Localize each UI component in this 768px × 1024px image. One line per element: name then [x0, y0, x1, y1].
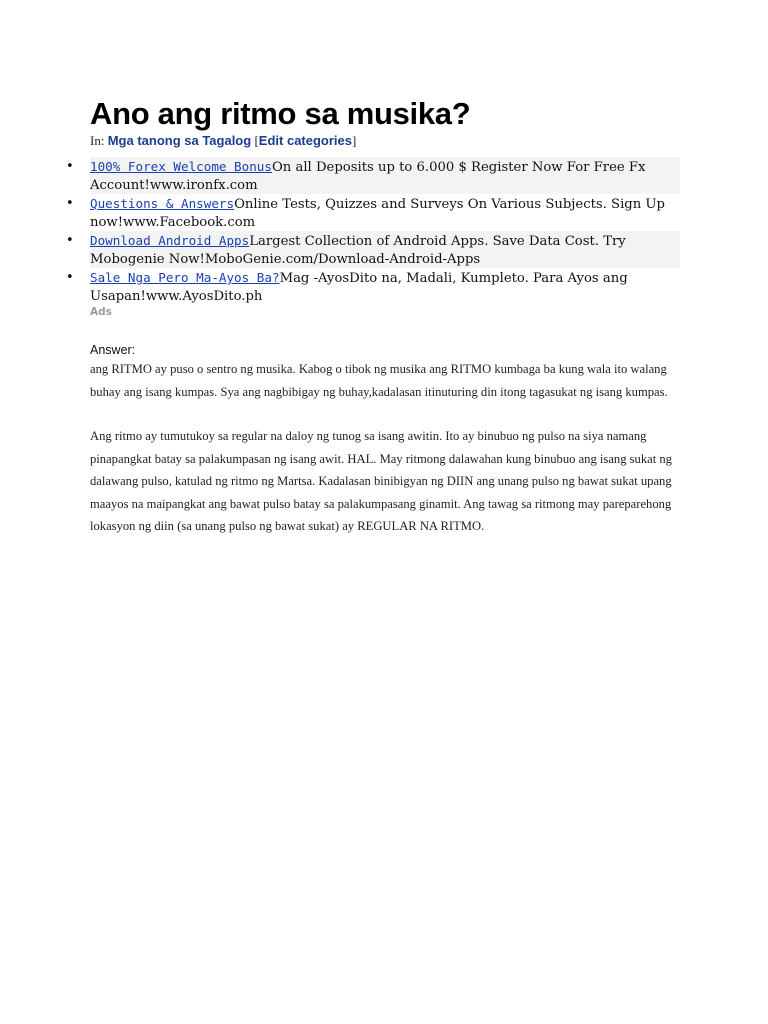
ad-link[interactable]: Questions & Answers	[90, 196, 235, 211]
ads-label: Ads	[90, 306, 112, 318]
answer-label: Answer:	[90, 343, 136, 357]
ad-text: On all Deposits up to 6.000 $ Register Now For Free Fx Account!www.ironfx.com	[90, 160, 646, 193]
ad-text: Online Tests, Quizzes and Surveys On Various Subjects. Sign Up now!www.Facebook.com	[90, 197, 665, 230]
bracket-close: ]	[352, 133, 357, 148]
question-page	[66, 96, 680, 538]
edit-categories-link[interactable]: Edit categories	[258, 133, 352, 148]
ad-link[interactable]: Sale Nga Pero Ma-Ayos Ba?	[90, 270, 280, 285]
ad-item	[66, 194, 680, 231]
ad-item	[66, 231, 680, 268]
question-title: Ano ang ritmo sa musika?	[90, 96, 471, 131]
answer-paragraph: ang RITMO ay puso o sentro ng musika. Kabog o tibok ng musika ang RITMO kumbaga ba kung wala ito walang buhay ang isang kumpas. Sya ang nagbibigay ng buhay,kadalasan itinuturing din itong tagasukat ng isang kumpas.	[90, 362, 668, 399]
ad-item	[66, 157, 680, 194]
answer-paragraph: Ang ritmo ay tumutukoy sa regular na daloy ng tunog sa isang awitin. Ito ay binubuo ng pulso na siya namang pinapangkat batay sa palakumpasan ng isang awit. HAL. May ritmong dalawahan kung binubuo ang isang sukat ng dalawang pulso, katulad ng ritmo ng Martsa. Kadalasan binibigyan ng DIIN ang unang pulso ng bawat sukat upang maayos na maipangkat ang bawat pulso batay sa palakumpasang ginamit. Ang tawag sa ritmong may pareparehong lokasyon ng diin (sa unang pulso ng bawat sukat) ay REGULAR NA RITMO.	[90, 429, 672, 533]
bullet-icon: •	[66, 196, 74, 211]
category-link[interactable]: Mga tanong sa Tagalog	[107, 133, 252, 148]
in-label: In:	[90, 133, 105, 148]
ads-list	[66, 157, 680, 305]
bracket-open: [	[254, 133, 259, 148]
bullet-icon: •	[66, 159, 74, 174]
ad-item	[66, 268, 680, 305]
ad-text: Largest Collection of Android Apps. Save Data Cost. Try Mobogenie Now!MoboGenie.com/Download-Android-Apps	[90, 234, 626, 267]
category-line	[90, 133, 680, 149]
ad-link[interactable]: 100% Forex Welcome Bonus	[90, 159, 272, 174]
bullet-icon: •	[66, 233, 74, 248]
ad-text: Mag -AyosDito na, Madali, Kumpleto. Para Ayos ang Usapan!www.AyosDito.ph	[90, 271, 628, 304]
ad-link[interactable]: Download Android Apps	[90, 233, 250, 248]
bullet-icon: •	[66, 270, 74, 285]
